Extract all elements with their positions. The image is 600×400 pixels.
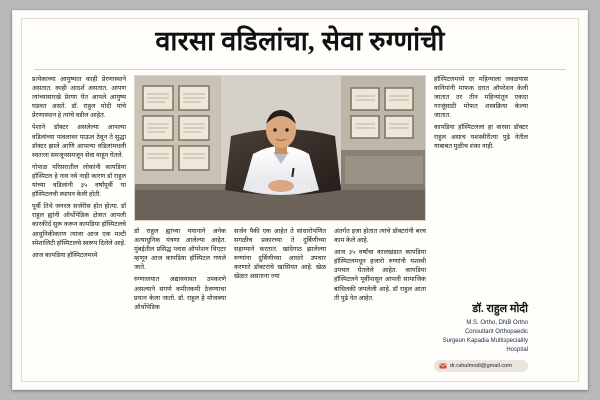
article-column-1 [32, 75, 126, 263]
paragraph: रुग्णालयात अद्यावयावत उपकरणे असल्याने संगणे कमीतकमी ठेवण्याचा प्रयत्न केला जातो. डॉ. राहुल हे मोजक्या ऑर्थोपेडिक [134, 276, 226, 311]
article-photo [134, 75, 426, 221]
paragraph: प्रत्येकाच्या आयुष्यात काही प्रेरणास्थाने असतात. काही आदर्श असतात. आपण त्यांच्यासारखे प्रेरणा घेत आपले आयुष्य घडवत असते. डॉ. राहुल मोदी यांचे प्रेरणास्थान हे त्यांचे वडील आहेत. [32, 76, 126, 120]
doctor-email-pill[interactable] [434, 360, 528, 372]
article-body [32, 75, 568, 377]
paragraph: डॉ राहुल ह्यांच्या ययानाने अनेक अत्याधुनिक यंत्रणा आलेल्या आहेत. मुंबईतील प्रसिद्ध प्लास ऑपरेशन थिएटर म्हणून आज कापडिया हॉस्पिटल गणले जाते. [134, 228, 226, 272]
doctor-email: dr.rahulmodi@gmail.com [450, 363, 512, 369]
article-column-4 [334, 227, 426, 306]
doctor-photo-illustration [135, 76, 426, 221]
article-column-2 [134, 227, 226, 315]
doctor-byline-card [434, 301, 528, 372]
paragraph: आज ३५ वर्षांचा कालखंडात कापडिया हॉस्पिटलमधून हजारो रुग्णांनी यशस्वी उपचार घेतलेले आहेत. कापडिया हॉस्पिटलने पूर्वीपासून आपली सामाजिक बांधिलकी जपलेली आहे. डॉ राहुल आता ती पुढे नेत आहेत. [334, 249, 426, 302]
clipping-inner-border [21, 18, 579, 382]
doctor-credential: Consultant Orthopaedic [464, 329, 528, 335]
paragraph: गोपाळ परिसरातील लोकांनी कापडिया हॉस्पिटल हे नाव नवे नाही कारण डॉ राहुल यांच्या वडिलांनी ३५ वर्षांपूर्वी या हॉस्पिटलची स्थापन केली होती. [32, 163, 126, 199]
paragraph: पूर्वी तिथे जनरल सर्जरीस होत होत्या. डॉ राहुल ह्यांनी ऑर्थोपेडिक क्षेत्रात आपली कारकीर्द सुरू करून कापडिया हॉस्पिटलचे आधुनिकीकरण त्याला आज एक मल्टी स्पेशालिटी हॉस्पिटलचे स्वरूप दिलेले आहे. [32, 203, 126, 247]
paragraph: हॉस्पिटलमध्ये दर महिन्याला जवळपास वानियांनी माफक दरात ऑपरेशन केली जातात तर तीन महिन्यांतून एकदा गरजूंसाठी मोफत शस्त्रक्रिया केल्या जातात. [434, 76, 528, 120]
article-column-3 [234, 227, 326, 285]
doctor-name: डॉ. राहुल मोदी [472, 303, 528, 315]
paragraph: सर्जन पैकी एक आहेत ते सांधारोपणित सगळीच प्रकारच्या ते दुर्बिणीच्या सहाय्याने करतात. खांदेगाठ झालेल्या रुग्णांना दुर्बिणीच्या आधारे उपचार करणारे डॉक्टरांचे खासियत आहे. खेळ खेळत असताना ज्या [234, 228, 326, 281]
paragraph: आज कापडिया हॉस्पिटलमध्ये [32, 251, 98, 259]
paragraph: अंतर्गत इजा होतात त्यांचे डॉक्टरांनी बरच काम केले आहे. [334, 228, 426, 245]
article-column-5 [434, 75, 528, 154]
newspaper-clipping [12, 10, 588, 390]
article-headline: वारसा वडिलांचा, सेवा रुग्णांची [155, 26, 445, 56]
doctor-credential: M.S. Ortho, DNB Ortho [466, 320, 528, 326]
paragraph: कापडिया हॉस्पिटलला हा वारसा डॉक्टर राहुल असाच यशस्वीरीत्या पुढे नेतील याबाबत मुळीच शंका नाही. [434, 124, 528, 150]
headline-divider [34, 69, 566, 70]
paragraph: पेशाने डॉक्टर असलेल्या आपल्या वडिलांच्या पावलावर पाऊल ठेवून ते सुद्धा डॉक्टर झाले आणि आपल्या वडिलांमधली स्वतःला समजूनसमजून सेवा वाहून घेतले. [32, 124, 126, 159]
doctor-credential: Surgeon Kapadia Multispeciality [442, 338, 528, 344]
doctor-credential: Hospital [506, 347, 528, 353]
mail-icon [439, 362, 447, 370]
